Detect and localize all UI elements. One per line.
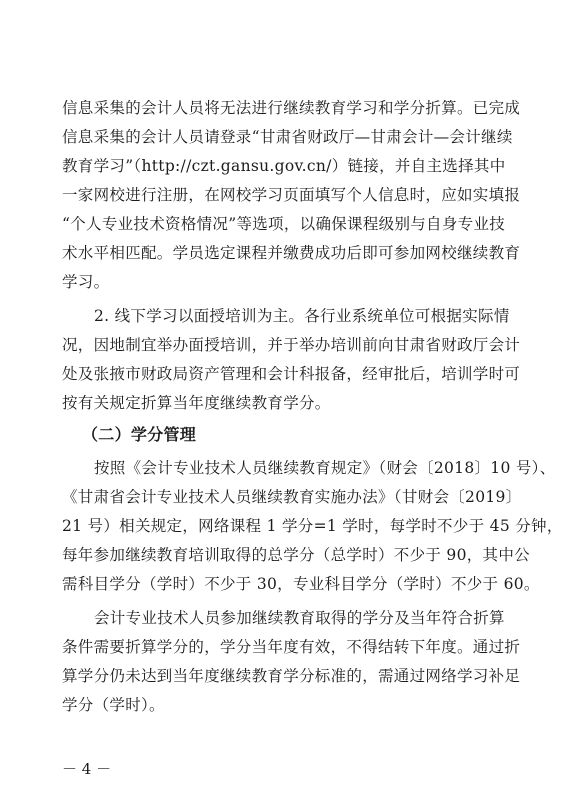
paragraph-line: 算学分仍未达到当年度继续教育学分标准的，需通过网络学习补足: [62, 667, 521, 685]
paragraph-line: 会计专业技术人员参加继续教育取得的学分及当年符合折算: [94, 609, 505, 627]
paragraph-line: 每年参加继续教育培训取得的总学分（总学时）不少于 90，其中公: [62, 546, 530, 564]
paragraph-line: “个人专业技术资格情况”等选项，以确保课程级别与自身专业技: [62, 215, 506, 233]
paragraph-line: 一家网校进行注册，在网校学习页面填写个人信息时，应如实填报: [62, 186, 521, 204]
paragraph-line: 《甘肃省会计专业技术人员继续教育实施办法》（甘财会〔2019〕: [62, 488, 522, 506]
paragraph-line: 条件需要折算学分的，学分当年度有效，不得结转下年度。通过折: [62, 638, 521, 656]
paragraph-line: 信息采集的会计人员将无法进行继续教育学习和学分折算。已完成: [62, 99, 521, 117]
paragraph-line: 学习。: [62, 273, 110, 291]
paragraph-line: 学分（学时）。: [62, 696, 165, 714]
paragraph-line: 按照《会计专业技术人员继续教育规定》（财会〔2018〕10 号）、: [94, 459, 556, 477]
paragraph-line: 术水平相匹配。学员选定课程并缴费成功后即可参加网校继续教育: [62, 244, 521, 262]
paragraph-line: 2. 线下学习以面授培训为主。各行业系统单位可根据实际情: [94, 307, 510, 325]
paragraph-line: 况，因地制宜举办面授培训，并于举办培训前向甘肃省财政厅会计: [62, 336, 521, 354]
paragraph-line: 处及张掖市财政局资产管理和会计科报备，经审批后，培训学时可: [62, 365, 521, 383]
section-heading: （二）学分管理: [82, 425, 197, 444]
paragraph-line: 需科目学分（学时）不少于 30，专业科目学分（学时）不少于 60。: [62, 575, 540, 593]
paragraph-line: 教育学习”（http://czt.gansu.gov.cn/）链接，并自主选择其中: [62, 157, 506, 175]
paragraph-line: 信息采集的会计人员请登录“甘肃省财政厅—甘肃会计—会计继续: [62, 128, 513, 146]
page-number: － 4 －: [62, 760, 112, 778]
paragraph-line: 21 号）相关规定，网络课程 1 学分=1 学时，每学时不少于 45 分钟，: [62, 517, 563, 535]
paragraph-line: 按有关规定折算当年度继续教育学分。: [62, 394, 331, 412]
